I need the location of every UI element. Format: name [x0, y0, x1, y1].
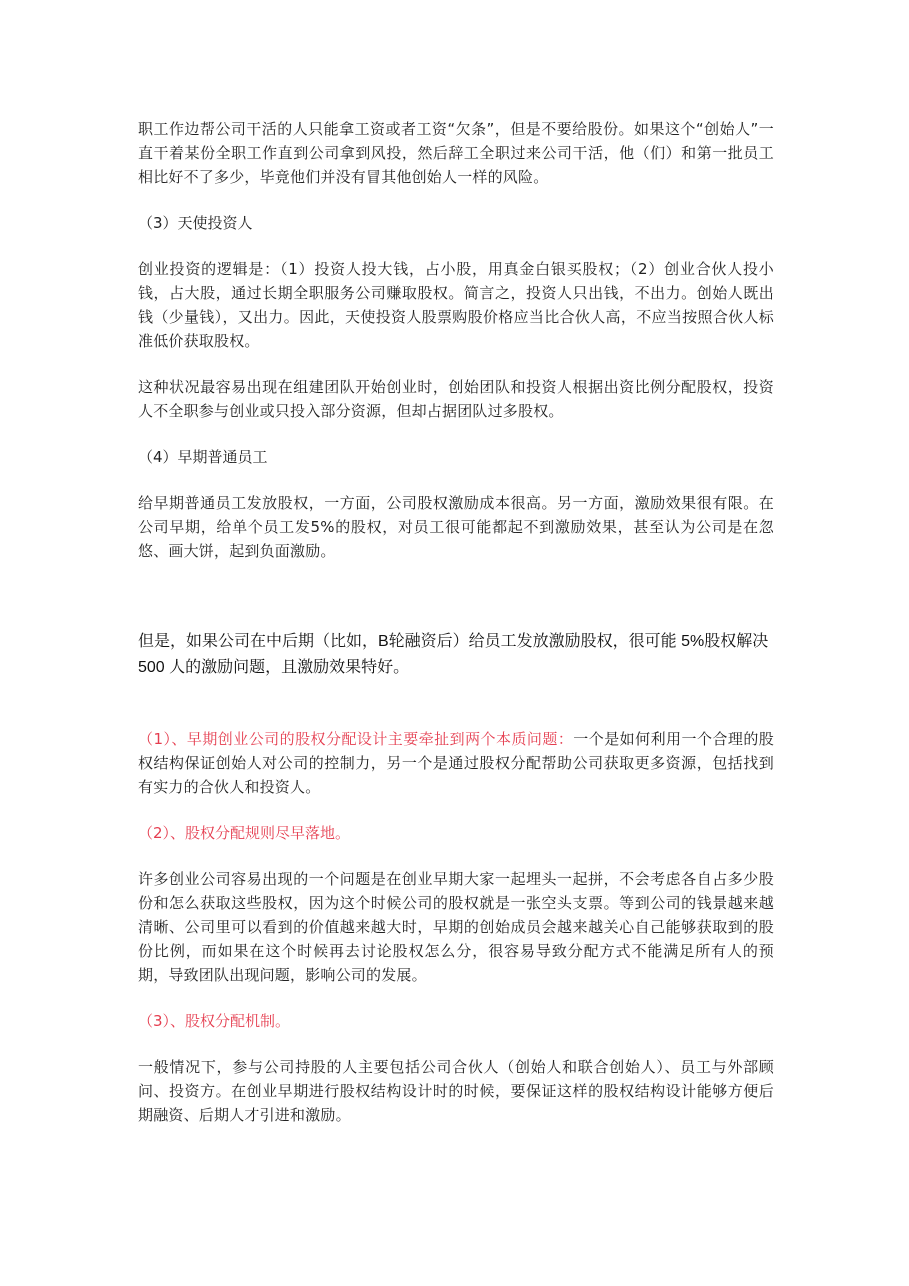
paragraph-angel-situation: 这种状况最容易出现在组建团队开始创业时，创始团队和投资人根据出资比例分配股权，投资人不全职参与创业或只投入部分资源，但却占据团队过多股权。: [138, 378, 774, 420]
paragraph-section-2: 许多创业公司容易出现的一个问题是在创业早期大家一起埋头一起拼，不会考虑各自占多少股份和怎么获取这些股权，因为这个时候公司的股权就是一张空头支票。等到公司的钱景越来越清晰、公司里可以看到的价值越来越大时，早期的创始成员会越来越关心自己能够获取到的股份比例，而如果在这个时候再去讨论股权怎么分，很容易导致分配方式不能满足所有人的预期，导致团队出现问题，影响公司的发展。: [138, 870, 774, 984]
heading-section-2: （2）、股权分配规则尽早落地。: [138, 824, 351, 842]
paragraph-founder-fulltime: 职工作边帮公司干活的人只能拿工资或者工资“欠条”，但是不要给股份。如果这个“创始人”一直干着某份全职工作直到公司拿到风投，然后辞工全职过来公司干活，他（们）和第一批员工相比好不了多少，毕竟他们并没有冒其他创始人一样的风险。: [138, 120, 774, 186]
paragraph-angel-logic: 创业投资的逻辑是：（1）投资人投大钱，占小股，用真金白银买股权；（2）创业合伙人投小钱，占大股，通过长期全职服务公司赚取股权。简言之，投资人只出钱，不出力。创始人既出钱（少量钱），又出力。因此，天使投资人股票购股价格应当比合伙人高，不应当按照合伙人标准低价获取股权。: [138, 260, 774, 350]
heading-section-3: （3）、股权分配机制。: [138, 1012, 291, 1030]
section-1-title: （1）、早期创业公司的股权分配设计主要牵扯到两个本质问题：: [138, 730, 574, 748]
paragraph-later-stage-incentive: 但是，如果公司在中后期（比如，B轮融资后）给员工发放激励股权，很可能 5%股权解决 500 人的激励问题，且激励效果特好。: [138, 633, 769, 676]
document-body: [138, 117, 774, 1127]
heading-angel-investor: （3）天使投资人: [138, 214, 253, 232]
paragraph-section-1: [138, 727, 774, 799]
paragraph-early-employee: 给早期普通员工发放股权，一方面，公司股权激励成本很高。另一方面，激励效果很有限。在公司早期，给单个员工发5%的股权，对员工很可能都起不到激励效果，甚至认为公司是在忽悠、画大饼，起到负面激励。: [138, 494, 774, 560]
paragraph-section-3: 一般情况下，参与公司持股的人主要包括公司合伙人（创始人和联合创始人）、员工与外部顾问、投资方。在创业早期进行股权结构设计时的时候，要保证这样的股权结构设计能够方便后期融资、后期人才引进和激励。: [138, 1058, 774, 1124]
heading-early-employee: （4）早期普通员工: [138, 448, 268, 466]
section-1-body: 一个是如何利用一个合理的股权结构保证创始人对公司的控制力，另一个是通过股权分配帮助公司获取更多资源，包括找到有实力的合伙人和投资人。: [138, 730, 774, 796]
